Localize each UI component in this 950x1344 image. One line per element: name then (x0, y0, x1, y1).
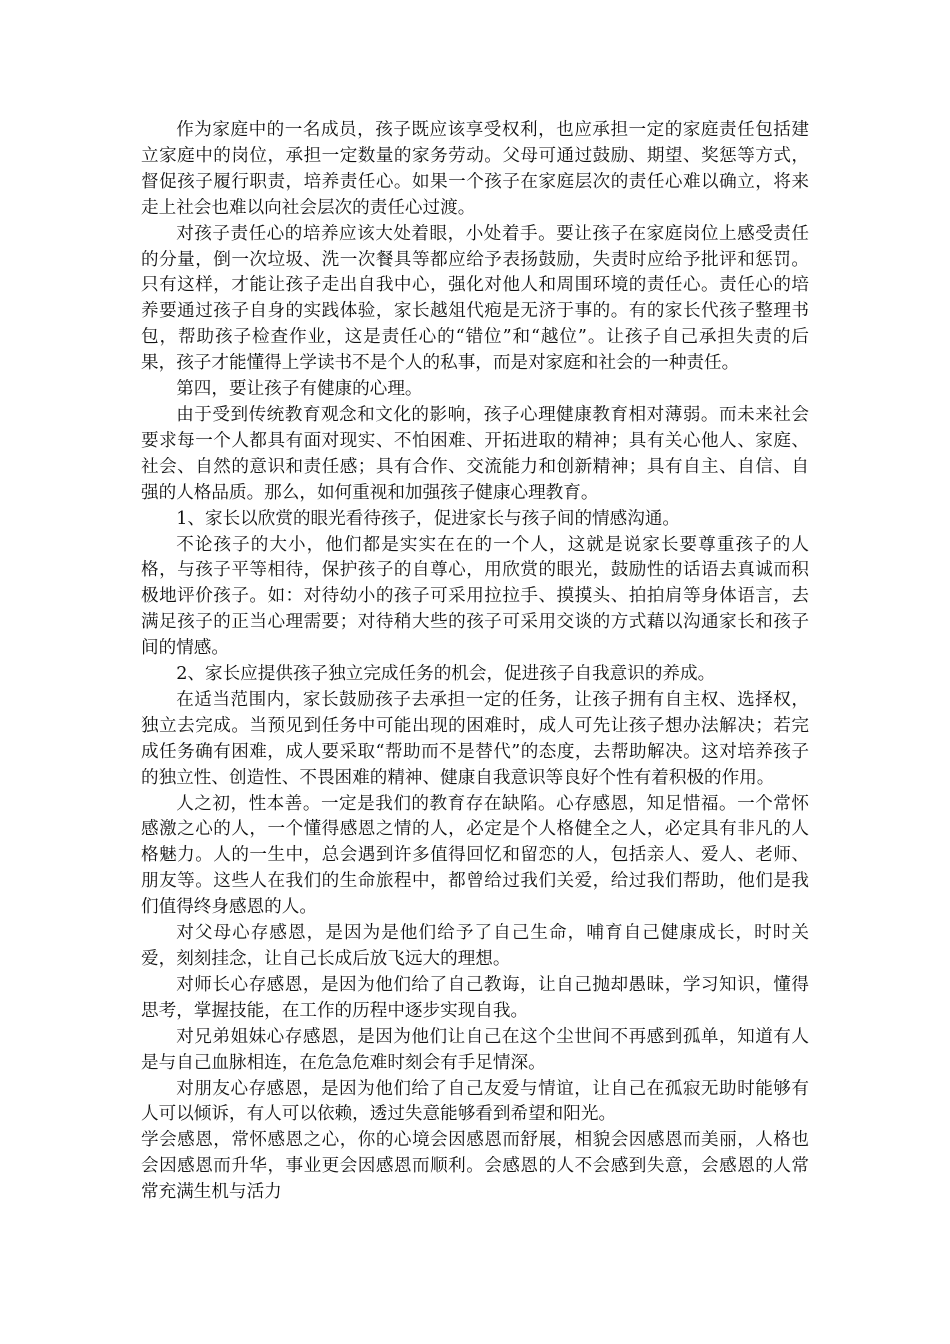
document-body (141, 118, 809, 1206)
paragraph-mental-health: 由于受到传统教育观念和文化的影响，孩子心理健康教育相对薄弱。而未来社会要求每一个人都具有面对现实、不怕困难、开拓进取的精神；具有关心他人、家庭、社会、自然的意识和责任感；具有合作、交流能力和创新精神；具有自主、自信、自强的人格品质。那么，如何重视和加强孩子健康心理教育。 (141, 404, 809, 503)
paragraph-family-duty: 作为家庭中的一名成员，孩子既应该享受权利，也应承担一定的家庭责任包括建立家庭中的岗位，承担一定数量的家务劳动。父母可通过鼓励、期望、奖惩等方式，督促孩子履行职责，培养责任心。如果一个孩子在家庭层次的责任心难以确立，将来走上社会也难以向社会层次的责任心过渡。 (141, 120, 809, 218)
list-item-2-heading: 2、家长应提供孩子独立完成任务的机会，促进孩子自我意识的养成。 (176, 664, 716, 685)
paragraph-learn-gratitude: 学会感恩，常怀感恩之心，你的心境会因感恩而舒展，相貌会因感恩而美丽，人格也会因感恩而升华，事业更会因感恩而顺利。会感恩的人不会感到失意，会感恩的人常常充满生机与活力 (141, 1130, 809, 1203)
paragraph-friends: 对朋友心存感恩，是因为他们给了自己友爱与情谊，让自己在孤寂无助时能够有人可以倾诉，有人可以依赖，透过失意能够看到希望和阳光。 (141, 1078, 809, 1125)
section-heading-fourth: 第四，要让孩子有健康的心理。 (176, 379, 423, 400)
paragraph-siblings: 对兄弟姐妹心存感恩，是因为他们让自己在这个尘世间不再感到孤单，知道有人是与自己血脉相连，在危急危难时刻会有手足情深。 (141, 1026, 809, 1073)
paragraph-respect-child: 不论孩子的大小，他们都是实实在在的一个人，这就是说家长要尊重孩子的人格，与孩子平等相待，保护孩子的自尊心，用欣赏的眼光，鼓励性的话语去真诚而积极地评价孩子。如：对待幼小的孩子可采用拉拉手、摸摸头、拍拍肩等身体语言，去满足孩子的正当心理需要；对待稍大些的孩子可采用交谈的方式藉以沟通家长和孩子间的情感。 (141, 534, 809, 659)
paragraph-responsibility-training: 对孩子责任心的培养应该大处着眼，小处着手。要让孩子在家庭岗位上感受责任的分量，倒一次垃圾、洗一次餐具等都应给予表扬鼓励，失责时应给予批评和惩罚。只有这样，才能让孩子走出自我中心，强化对他人和周围环境的责任心。责任心的培养要通过孩子自身的实践体验，家长越俎代疱是无济于事的。有的家长代孩子整理书包，帮助孩子检查作业，这是责任心的“错位”和“越位”。让孩子自己承担失责的后果，孩子才能懂得上学读书不是个人的私事，而是对家庭和社会的一种责任。 (141, 223, 809, 374)
paragraph-gratitude: 人之初，性本善。一定是我们的教育存在缺陷。心存感恩，知足惜福。一个常怀感激之心的人，一个懂得感恩之情的人，必定是个人格健全之人，必定具有非凡的人格魅力。人的一生中，总会遇到许多值得回忆和留恋的人，包括亲人、爱人、老师、朋友等。这些人在我们的生命旅程中，都曾给过我们关爱，给过我们帮助，他们是我们值得终身感恩的人。 (141, 793, 809, 918)
paragraph-teachers: 对师长心存感恩，是因为他们给了自己教诲，让自己抛却愚昧，学习知识，懂得思考，掌握技能，在工作的历程中逐步实现自我。 (141, 974, 809, 1021)
list-item-1-heading: 1、家长以欣赏的眼光看待孩子，促进家长与孩子间的情感沟通。 (176, 508, 681, 529)
paragraph-independence: 在适当范围内，家长鼓励孩子去承担一定的任务，让孩子拥有自主权、选择权，独立去完成。当预见到任务中可能出现的困难时，成人可先让孩子想办法解决；若完成任务确有困难，成人要采取“帮助而不是替代”的态度，去帮助解决。这对培养孩子的独立性、创造性、不畏困难的精神、健康自我意识等良好个性有着积极的作用。 (141, 689, 809, 788)
paragraph-parents: 对父母心存感恩，是因为是他们给予了自己生命，哺育自己健康成长，时时关爱，刻刻挂念，让自己长成后放飞远大的理想。 (141, 923, 809, 969)
